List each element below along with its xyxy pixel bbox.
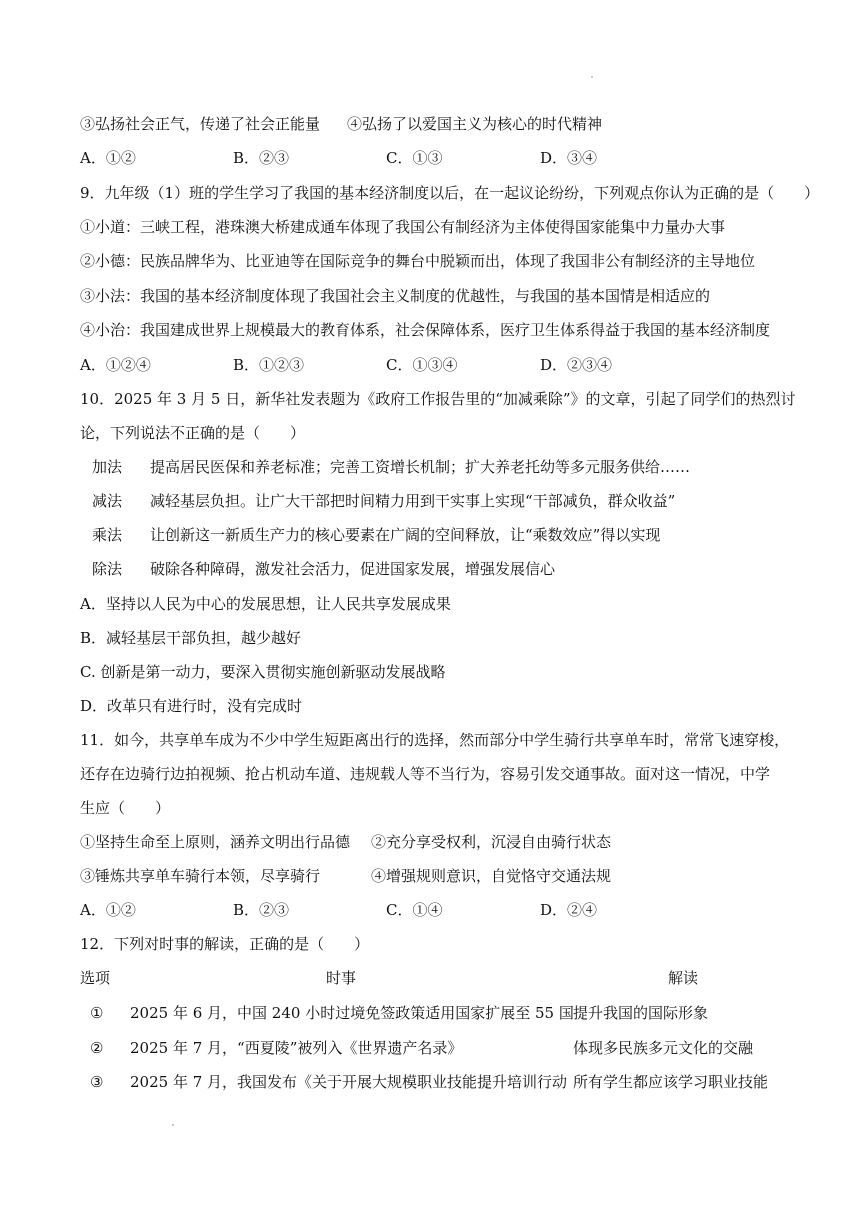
q9-stem: 9．九年级（1）班的学生学习了我国的基本经济制度以后，在一起议论纷纷，下列观点你认为正确的是（ ） — [80, 184, 820, 202]
q12-row-2-reading: 体现多民族多元文化的交融 — [573, 1039, 754, 1057]
q11-stem-line-2: 还存在边骑行边拍视频、抢占机动车道、违规载人等不当行为，容易引发交通事故。面对这一情况，中学 — [80, 765, 771, 783]
q11-item-1: ①坚持生命至上原则，涵养文明出行品德 — [80, 833, 351, 851]
q9-option-b: B．①②③ — [233, 356, 305, 374]
q9-option-a: A．①②④ — [80, 356, 151, 374]
q12-header-option: 选项 — [80, 969, 111, 987]
q12-header-event: 时事 — [326, 969, 357, 987]
scan-speck — [172, 1124, 174, 1126]
q10-table-key-3: 乘法 — [92, 526, 123, 544]
q10-stem-line-2: 论，下列说法不正确的是（ ） — [80, 424, 306, 442]
q12-row-3-no: ③ — [90, 1073, 104, 1091]
q10-table-key-4: 除法 — [92, 560, 123, 578]
q10-table-key-2: 减法 — [92, 492, 123, 510]
q10-table-value-3: 让创新这一新质生产力的核心要素在广阔的空间释放，让“乘数效应”得以实现 — [150, 526, 661, 544]
q12-row-3-reading: 所有学生都应该学习职业技能 — [573, 1073, 769, 1091]
q12-row-3-event: 2025 年 7 月，我国发布《关于开展大规模职业技能提升培训行动 — [130, 1073, 568, 1091]
q10-option-b: B．减轻基层干部负担，越少越好 — [80, 629, 302, 647]
q9-option-d: D．②③④ — [540, 356, 613, 374]
q11-stem-line-1: 11．如今，共享单车成为不少中学生短距离出行的选择，然而部分中学生骑行共享单车时，常常飞速穿梭， — [80, 731, 790, 749]
q8-option-a: A．①② — [80, 149, 136, 167]
q10-option-a: A．坚持以人民为中心的发展思想，让人民共享发展成果 — [80, 595, 451, 613]
q10-option-d: D．改革只有进行时，没有完成时 — [80, 697, 303, 715]
q9-item-2: ②小德：民族品牌华为、比亚迪等在国际竞争的舞台中脱颖而出，体现了我国非公有制经济的主导地位 — [80, 252, 756, 270]
q10-table-value-4: 破除各种障碍，激发社会活力，促进国家发展，增强发展信心 — [150, 560, 556, 578]
q12-header-reading: 解读 — [668, 969, 699, 987]
q11-item-3: ③锤炼共享单车骑行本领，尽享骑行 — [80, 867, 321, 885]
q12-stem: 12．下列对时事的解读，正确的是（ ） — [80, 935, 370, 953]
q12-row-2-no: ② — [90, 1039, 104, 1057]
q12-row-1-event: 2025 年 6 月，中国 240 小时过境免签政策适用国家扩展至 55 国 — [130, 1004, 574, 1022]
q12-row-2-event: 2025 年 7 月，“西夏陵”被列入《世界遗产名录》 — [130, 1039, 463, 1057]
q10-table-key-1: 加法 — [92, 458, 123, 476]
q11-item-2: ②充分享受权利，沉浸自由骑行状态 — [371, 833, 612, 851]
q9-item-1: ①小道：三峡工程，港珠澳大桥建成通车体现了我国公有制经济为主体使得国家能集中力量办大事 — [80, 218, 726, 236]
q10-table-value-2: 减轻基层负担。让广大干部把时间精力用到干实事上实现“干部减负，群众收益” — [150, 492, 676, 510]
q11-option-d: D．②④ — [540, 901, 598, 919]
q12-row-1-reading: 提升我国的国际形象 — [573, 1004, 709, 1022]
q11-stem-line-3: 生应（ ） — [80, 799, 171, 817]
q11-item-4: ④增强规则意识，自觉恪守交通法规 — [371, 867, 612, 885]
q9-item-4: ④小治：我国建成世界上规模最大的教育体系，社会保障体系，医疗卫生体系得益于我国的基本经济制度 — [80, 321, 771, 339]
q9-item-3: ③小法：我国的基本经济制度体现了我国社会主义制度的优越性，与我国的基本国情是相适应的 — [80, 287, 711, 305]
q11-option-a: A．①② — [80, 901, 136, 919]
q8-option-c: C．①③ — [386, 149, 443, 167]
q10-stem-line-1: 10．2025 年 3 月 5 日，新华社发表题为《政府工作报告里的“加减乘除”》的文章，引起了同学们的热烈讨 — [80, 390, 796, 408]
q8-option-b: B．②③ — [233, 149, 290, 167]
q8-statement-4: ④弘扬了以爱国主义为核心的时代精神 — [347, 115, 603, 133]
q9-option-c: C．①③④ — [386, 356, 458, 374]
q12-row-1-no: ① — [90, 1004, 104, 1022]
q8-statement-3: ③弘扬社会正气，传递了社会正能量 — [80, 115, 321, 133]
q10-option-c: C. 创新是第一动力，要深入贯彻实施创新驱动发展战略 — [80, 663, 446, 681]
q10-table-value-1: 提高居民医保和养老标准；完善工资增长机制；扩大养老托幼等多元服务供给…… — [150, 458, 691, 476]
scan-speck — [591, 76, 593, 78]
q11-option-b: B．②③ — [233, 901, 290, 919]
q8-option-d: D．③④ — [540, 149, 598, 167]
q11-option-c: C．①④ — [386, 901, 443, 919]
